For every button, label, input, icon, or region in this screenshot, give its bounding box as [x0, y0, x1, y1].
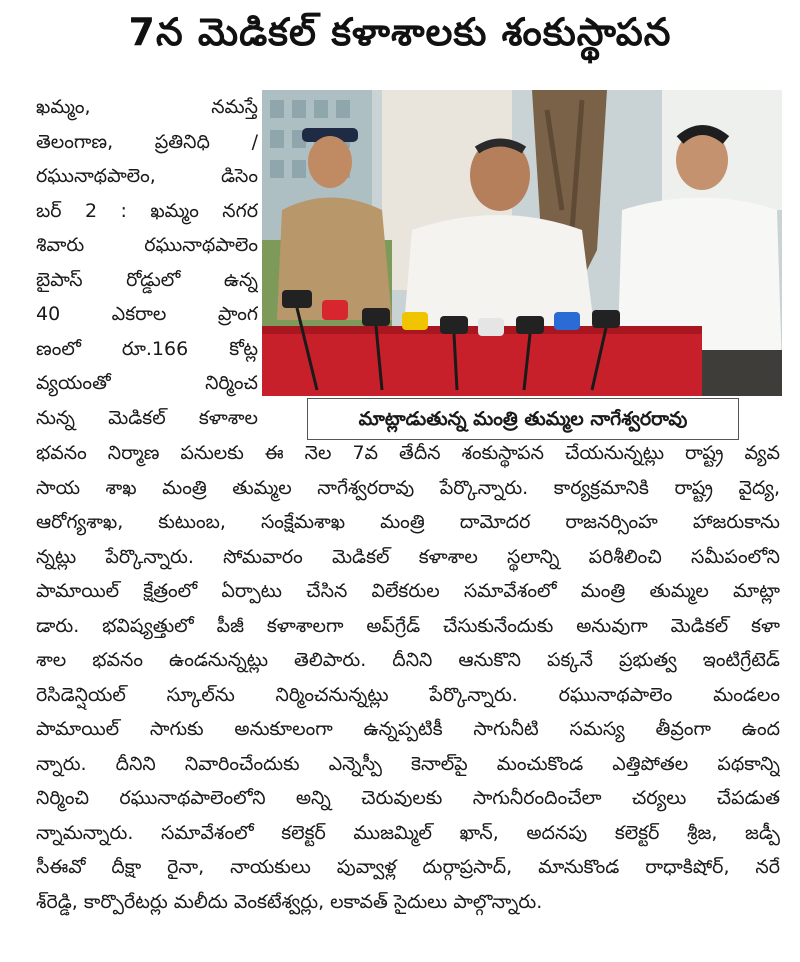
body-line: శాల భవనం ఉండనున్నట్లు తెలిపారు. దీనిని ఆనుకొని పక్కనే ప్రభుత్వ ఇంటిగ్రేటెడ్ — [36, 649, 780, 671]
body-line: పామాయిల్ సాగుకు అనుకూలంగా ఉన్నప్పటికీ సాగునీటి సమస్య తీవ్రంగా ఉంద — [36, 718, 780, 740]
headline: 7న మెడికల్ కళాశాలకు శంకుస్థాపన — [128, 10, 672, 54]
body-line: సాయ శాఖ మంత్రి తుమ్మల నాగేశ్వరరావు పేర్కొన్నారు. కార్యక్రమానికి రాష్ట్ర వైద్య, — [36, 476, 780, 499]
intro-line: ఖమ్మం, నమస్తే — [36, 96, 258, 118]
body-line: న్నారు. దీనిని నివారించేందుకు ఎన్నెస్పీ కెనాల్‌పై మంచుకొండ ఎత్తిపోతల పథకాన్ని — [36, 752, 780, 775]
intro-line: శివారు రఘునాథపాలెం — [36, 234, 258, 256]
intro-line: 40 ఎకరాల ప్రాంగ — [36, 303, 258, 325]
body-line: భవనం నిర్మాణ పనులకు ఈ నెల 7వ తేదీన శంకుస్థాపన చేయనున్నట్లు రాష్ట్ర వ్యవ — [36, 442, 780, 464]
intro-line: తెలంగాణ, ప్రతినిధి / — [36, 130, 258, 153]
intro-line: నున్న మెడికల్ కళాశాల — [36, 406, 258, 429]
body-line: న్నామన్నారు. సమావేశంలో కలెక్టర్ ముజమ్మిల్ ఖాన్, అదనపు కలెక్టర్ శ్రీజ, జడ్పీ — [36, 821, 780, 844]
photo-caption: మాట్లాడుతున్న మంత్రి తుమ్మల నాగేశ్వరరావు — [307, 398, 739, 440]
body-line: నిర్మించి రఘునాథపాలెంలోని అన్ని చెరువులకు సాగునీరందించేలా చర్యలు చేపడుత — [36, 787, 780, 809]
article-body — [36, 436, 780, 919]
intro-line: రఘునాథపాలెం, డిసెం — [36, 165, 258, 187]
press-meet-illustration — [262, 90, 782, 396]
intro-line: బైపాస్ రోడ్డులో ఉన్న — [36, 268, 258, 291]
article-intro-column — [36, 90, 258, 435]
body-line: రెసిడెన్షియల్ స్కూల్‌ను నిర్మించనున్నట్లు పేర్కొన్నారు. రఘునాథపాలెం మండలం — [36, 683, 780, 706]
intro-line: వ్యయంతో నిర్మించ — [36, 372, 258, 394]
body-line: డారు. భవిష్యత్తులో పీజీ కళాశాలగా అప్‌గ్రేడ్ చేసుకునేందుకు అనువుగా మెడికల్ కళా — [36, 614, 780, 637]
body-line: శ్‌రెడ్డి, కార్పొరేటర్లు మలీదు వెంకటేశ్వర్లు, లకావత్ సైదులు పాల్గొన్నారు. — [36, 890, 543, 913]
body-line: సీఈవో దీక్షా రైనా, నాయకులు పువ్వాళ్ల దుర్గాప్రసాద్, మానుకొండ రాధాకిషోర్, నరే — [36, 856, 780, 878]
press-meet-photo — [262, 90, 782, 396]
body-line: పామాయిల్ క్షేత్రంలో ఏర్పాటు చేసిన విలేకరుల సమావేశంలో మంత్రి తుమ్మల మాట్లా — [36, 580, 780, 602]
body-line: ఆరోగ్యశాఖ, కుటుంబ, సంక్షేమశాఖ మంత్రి దామోదర రాజనర్సింహ హాజరుకాను — [36, 511, 780, 533]
intro-line: బర్ 2 : ఖమ్మం నగర — [36, 199, 258, 222]
body-line: న్నట్లు పేర్కొన్నారు. సోమవారం మెడికల్ కళాశాల స్థలాన్ని పరిశీలించి సమీపంలోని — [36, 545, 780, 568]
intro-line: ణంలో రూ.166 కోట్ల — [36, 337, 258, 360]
